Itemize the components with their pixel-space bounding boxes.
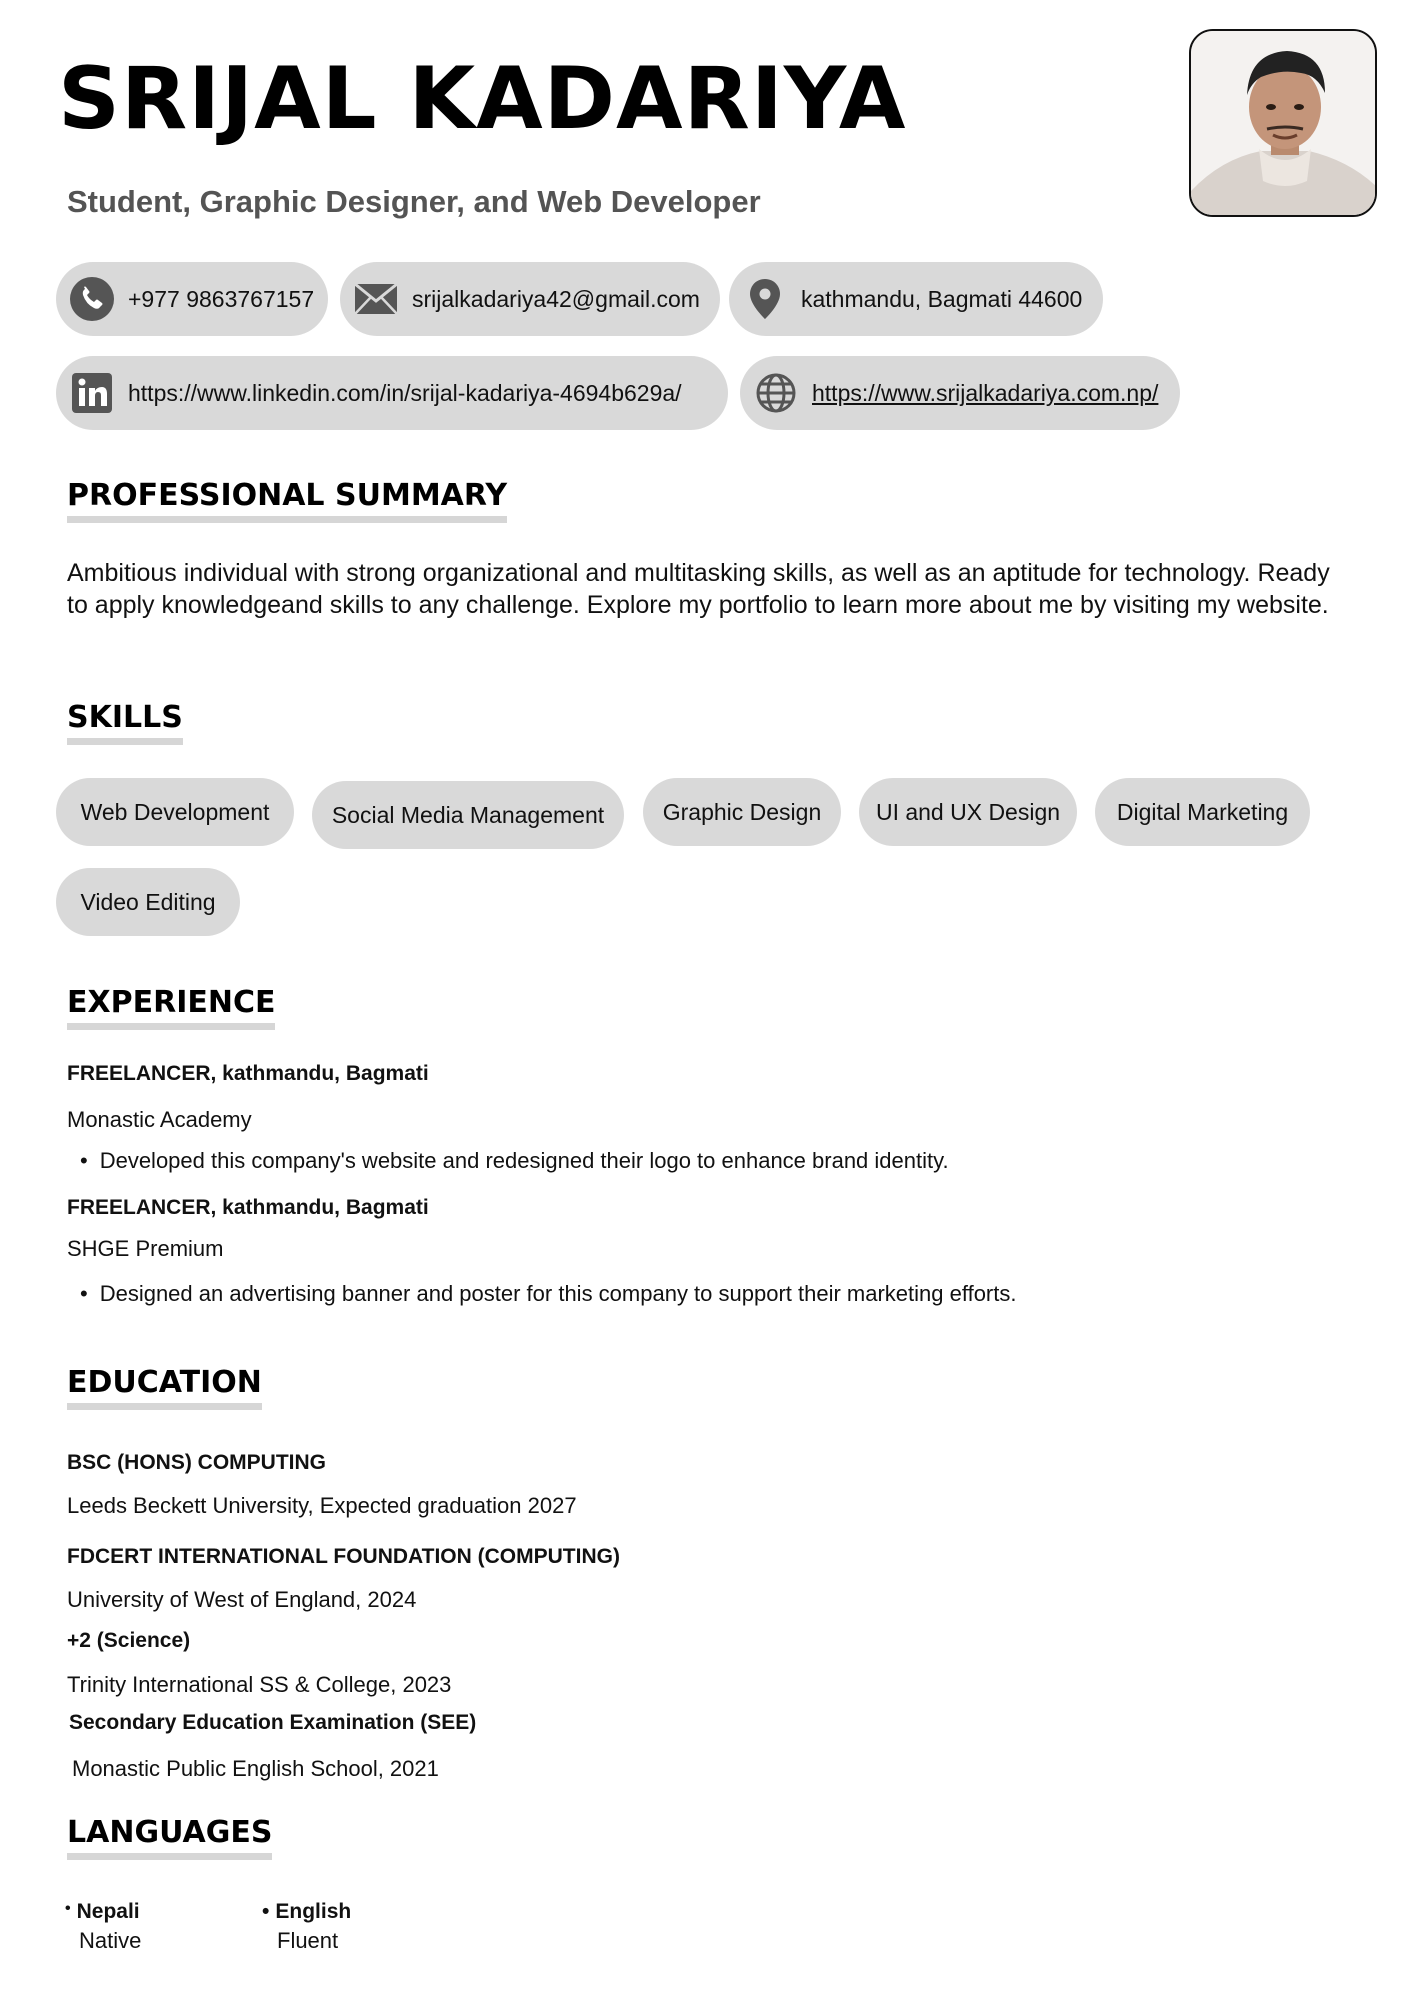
- summary-text: Ambitious individual with strong organizational and multitasking skills, as well as an aptitude for technology. Ready to apply knowledgeand skills to any challenge. Explore my portfolio to learn more about me by visiting my website.: [67, 559, 1330, 619]
- website-url[interactable]: https://www.srijalkadariya.com.np/: [812, 379, 1159, 406]
- skill-chip: Graphic Design: [643, 778, 841, 846]
- language-name-text: English: [275, 1900, 352, 1923]
- education-detail: Monastic Public English School, 2021: [72, 1756, 439, 1781]
- envelope-icon: [354, 277, 398, 321]
- linkedin-pill[interactable]: [56, 356, 728, 430]
- phone-icon: [70, 277, 114, 321]
- skill-chip: Video Editing: [56, 868, 240, 936]
- language-level: Fluent: [277, 1928, 339, 1953]
- experience-heading: EXPERIENCE: [67, 985, 275, 1024]
- summary-heading: PROFESSIONAL SUMMARY: [67, 478, 507, 517]
- email-address: srijalkadariya42@gmail.com: [412, 285, 700, 312]
- profile-photo-illustration: [1191, 31, 1377, 217]
- education-degree: Secondary Education Examination (SEE): [69, 1711, 477, 1734]
- email-pill[interactable]: [340, 262, 720, 336]
- education-heading: EDUCATION: [67, 1365, 262, 1404]
- location-text: kathmandu, Bagmati 44600: [801, 285, 1083, 312]
- language-level: Native: [79, 1928, 142, 1953]
- skill-chip: UI and UX Design: [859, 778, 1077, 846]
- experience-company: SHGE Premium: [67, 1236, 224, 1261]
- education-detail: Leeds Beckett University, Expected graduation 2027: [67, 1493, 577, 1518]
- education-degree: FDCERT INTERNATIONAL FOUNDATION (COMPUTING): [67, 1545, 620, 1568]
- languages-heading: LANGUAGES: [67, 1815, 272, 1854]
- candidate-name: SRIJAL KADARIYA: [58, 49, 907, 149]
- phone-number: +977 9863767157: [128, 285, 315, 312]
- experience-role: FREELANCER, kathmandu, Bagmati: [67, 1062, 429, 1085]
- location-pill[interactable]: [729, 262, 1103, 336]
- skill-chip: Digital Marketing: [1095, 778, 1310, 846]
- language-name: • English: [262, 1900, 352, 1923]
- globe-icon: [754, 371, 798, 415]
- experience-company: Monastic Academy: [67, 1107, 252, 1132]
- candidate-subtitle: Student, Graphic Designer, and Web Developer: [67, 184, 761, 219]
- education-detail: University of West of England, 2024: [67, 1587, 417, 1612]
- profile-photo: [1189, 29, 1377, 217]
- education-degree: BSC (HONS) COMPUTING: [67, 1451, 326, 1474]
- language-name-text: Nepali: [76, 1900, 140, 1923]
- skills-heading: SKILLS: [67, 700, 183, 739]
- linkedin-icon: [70, 371, 114, 415]
- education-degree: +2 (Science): [67, 1629, 191, 1652]
- location-pin-icon: [743, 277, 787, 321]
- linkedin-url[interactable]: https://www.linkedin.com/in/srijal-kadariya-4694b629a/: [128, 379, 682, 406]
- language-name: • Nepali: [65, 1900, 140, 1923]
- skill-chip: Social Media Management: [312, 781, 624, 849]
- experience-bullet: • Designed an advertising banner and poster for this company to support their marketing efforts.: [80, 1281, 1016, 1307]
- website-pill[interactable]: [740, 356, 1180, 430]
- experience-bullet: • Developed this company's website and redesigned their logo to enhance brand identity.: [80, 1148, 949, 1174]
- skill-chip: Web Development: [56, 778, 294, 846]
- education-detail: Trinity International SS & College, 2023: [67, 1672, 452, 1697]
- experience-role: FREELANCER, kathmandu, Bagmati: [67, 1196, 429, 1219]
- phone-pill[interactable]: [56, 262, 328, 336]
